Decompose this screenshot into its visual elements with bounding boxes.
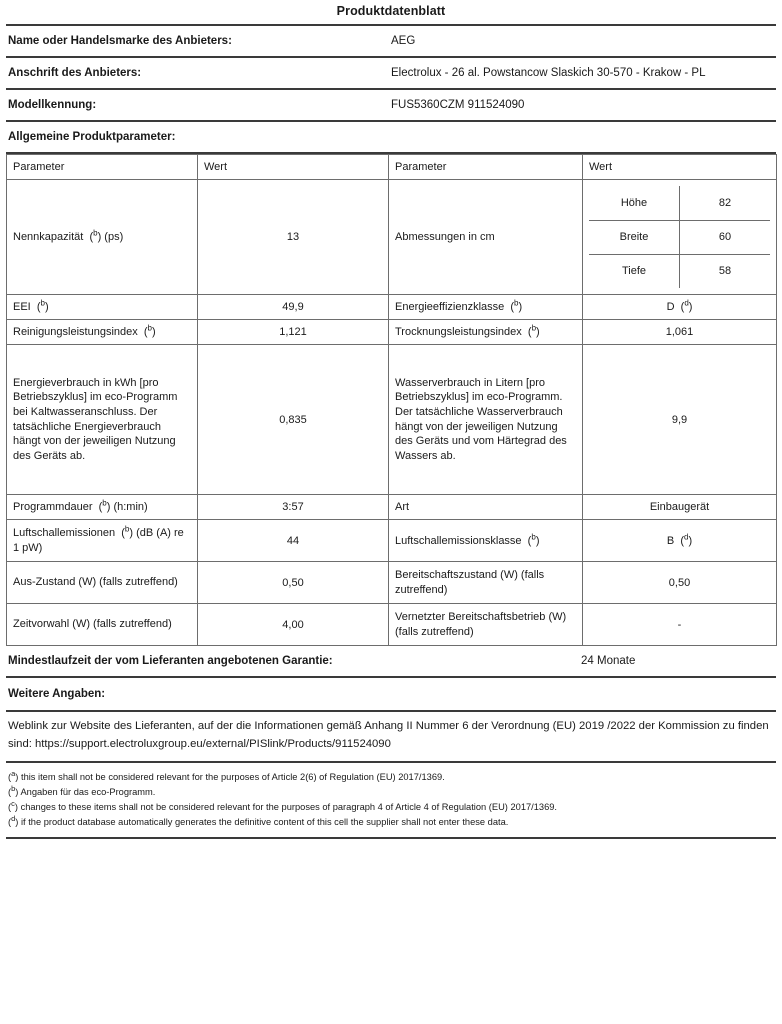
value-reinigungsleistungsindex: 1,121 (198, 320, 389, 345)
table-row-delay-networked (7, 604, 777, 646)
dimensions-table (589, 186, 770, 288)
footnote-ref: ($^d$) (677, 298, 693, 313)
value-abmessungen (583, 180, 777, 295)
footnote-c (8, 800, 774, 815)
table-row-program-duration (7, 495, 777, 520)
general-parameters-heading: Allgemeine Produktparameter: (8, 131, 176, 143)
value-wasserverbrauch: 9,9 (583, 345, 777, 495)
value-energieverbrauch: 0,835 (198, 345, 389, 495)
supplier-weblink-text[interactable]: Weblink zur Website des Lieferanten, auf der die Informationen gemäß Anhang II Nummer 6 der Verordnung (EU) 2019 /2022 der Kommission zu finden sind: https://support.electroluxgroup.eu/external/PISlink/Products/911524090 (8, 720, 769, 750)
param-label-text: Trocknungsleistungsindex (395, 326, 522, 338)
param-luftschallemissionen (7, 520, 198, 562)
supplier-name-label: Name oder Handelsmarke des Anbieters: (8, 35, 232, 47)
footnote-ref: ($^b$) (524, 323, 540, 338)
header-parameter-right: Parameter (389, 155, 583, 180)
param-label-text: Reinigungsleistungsindex (13, 326, 138, 338)
value-trocknungsleistungsindex: 1,061 (583, 320, 777, 345)
footnote-ref: ($^b$) (86, 228, 102, 243)
footnote-ref: ($^b$) (118, 524, 134, 539)
supplier-name-row (6, 26, 776, 56)
model-identifier-row (6, 90, 776, 120)
param-energieverbrauch: Energieverbrauch in kWh [pro Betriebszyklus] im eco-Programm bei Kaltwasseranschluss. Der tatsächliche Energieverbrauch hängt von der jeweiligen Nutzung des Geräts ab. (7, 345, 198, 495)
model-identifier-value: FUS5360CZM 911524090 (391, 99, 525, 111)
footnote-ref: ($^d$) (677, 531, 693, 547)
value-aus-zustand: 0,50 (198, 562, 389, 604)
param-abmessungen: Abmessungen in cm (389, 180, 583, 295)
table-row-capacity (7, 180, 777, 295)
param-label-tail: (ps) (101, 231, 124, 243)
table-row-off-standby (7, 562, 777, 604)
value-eei: 49,9 (198, 295, 389, 320)
param-wasserverbrauch: Wasserverbrauch in Litern [pro Betriebszyklus] im eco-Programm. Der tatsächliche Wasserverbrauch hängt von der jeweiligen Nutzung des Geräts und vom Härtegrad des Wassers ab. (389, 345, 583, 495)
value-zeitvorwahl: 4,00 (198, 604, 389, 646)
dimension-row-width (589, 220, 770, 254)
footnote-b (8, 785, 774, 800)
footnote-text: Angaben für das eco-Programm. (20, 787, 156, 798)
header-value-right: Wert (583, 155, 777, 180)
supplier-name-value: AEG (391, 35, 416, 47)
model-identifier-label: Modellkennung: (8, 99, 97, 111)
table-header-row (7, 155, 777, 180)
footnote-ref: ($^b$) (33, 298, 49, 313)
param-label-text: Programmdauer (13, 501, 93, 513)
param-luftschallemissionsklasse (389, 520, 583, 562)
param-zeitvorwahl: Zeitvorwahl (W) (falls zutreffend) (7, 604, 198, 646)
value-luftschallemissionen: 44 (198, 520, 389, 562)
param-label-text: EEI (13, 301, 31, 313)
param-eei (7, 295, 198, 320)
noise-class-letter: B (666, 534, 675, 547)
footnote-ref: ($^b$) (140, 323, 156, 338)
param-label-text: Luftschallemissionsklasse (395, 534, 522, 547)
warranty-label: Mindestlaufzeit der vom Lieferanten angebotenen Garantie: (8, 655, 333, 668)
divider (6, 837, 776, 839)
footnotes-block (6, 763, 776, 834)
param-energieeffizienzklasse (389, 295, 583, 320)
supplier-address-value: Electrolux - 26 al. Powstancow Slaskich 30-570 - Krakow - PL (391, 67, 706, 79)
supplier-address-row (6, 58, 776, 88)
param-vernetzter-bereitschaftsbetrieb: Vernetzter Bereitschaftsbetrieb (W) (falls zutreffend) (389, 604, 583, 646)
supplier-address-label: Anschrift des Anbieters: (8, 67, 142, 79)
table-row-consumption (7, 345, 777, 495)
param-reinigungsleistungsindex (7, 320, 198, 345)
table-row-performance-index (7, 320, 777, 345)
dimension-value-width: 60 (680, 220, 771, 254)
value-nennkapazitaet: 13 (198, 180, 389, 295)
dimension-label-height: Höhe (589, 186, 680, 220)
param-art: Art (389, 495, 583, 520)
warranty-value: 24 Monate (581, 655, 636, 668)
table-row-eei (7, 295, 777, 320)
footnote-mark: ($^b$) (8, 784, 19, 798)
param-label-tail: (dB (A) re 1 pW) (13, 527, 184, 554)
param-label-tail: (h:min) (110, 501, 148, 513)
footnote-text: if the product database automatically generates the definitive content of this cell the supplier shall not enter these data. (20, 817, 509, 828)
page-title: Produktdatenblatt (336, 4, 446, 18)
footnote-mark: ($^a$) (8, 769, 19, 783)
header-parameter-left: Parameter (7, 155, 198, 180)
param-label-text: Nennkapazität (13, 231, 84, 243)
footnote-ref: ($^b$) (95, 498, 111, 513)
warranty-row (6, 646, 776, 676)
value-bereitschaftszustand: 0,50 (583, 562, 777, 604)
value-energieeffizienzklasse (583, 295, 777, 320)
value-luftschallemissionsklasse (583, 520, 777, 562)
footnote-mark: ($^d$) (8, 814, 19, 828)
footnote-ref: ($^b$) (524, 531, 540, 547)
param-trocknungsleistungsindex (389, 320, 583, 345)
additional-info-heading: Weitere Angaben: (8, 688, 106, 701)
value-art: Einbaugerät (583, 495, 777, 520)
table-row-noise (7, 520, 777, 562)
footnote-ref: ($^b$) (507, 298, 523, 313)
footnote-mark: ($^c$) (8, 799, 18, 813)
param-label-text: Energieeffizienzklasse (395, 301, 505, 313)
param-programmdauer (7, 495, 198, 520)
param-aus-zustand: Aus-Zustand (W) (falls zutreffend) (7, 562, 198, 604)
param-label-text: Luftschallemissionen (13, 527, 116, 539)
footnote-text: this item shall not be considered relevant for the purposes of Article 2(6) of Regulation (EU) 2017/1369. (20, 772, 445, 783)
dimension-row-height (589, 186, 770, 220)
dimension-value-depth: 58 (680, 254, 771, 288)
param-nennkapazitaet (7, 180, 198, 295)
efficiency-class-letter: D (666, 301, 675, 313)
header-value-left: Wert (198, 155, 389, 180)
dimension-value-height: 82 (680, 186, 771, 220)
param-bereitschaftszustand: Bereitschaftszustand (W) (falls zutreffend) (389, 562, 583, 604)
footnote-d (8, 815, 774, 830)
footnote-a (8, 770, 774, 785)
product-parameters-table (6, 154, 777, 646)
value-programmdauer: 3:57 (198, 495, 389, 520)
dimension-label-width: Breite (589, 220, 680, 254)
dimension-row-depth (589, 254, 770, 288)
value-vernetzter-bereitschaftsbetrieb: - (583, 604, 777, 646)
footnote-text: changes to these items shall not be considered relevant for the purposes of paragraph 4 of Article 4 of Regulation (EU) 2017/1369. (20, 802, 558, 813)
dimension-label-depth: Tiefe (589, 254, 680, 288)
